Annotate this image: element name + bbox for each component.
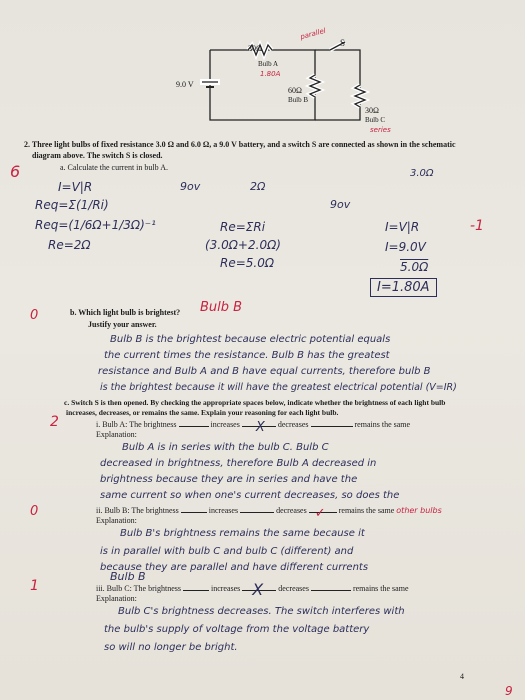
bulb-c-remains: remains the same xyxy=(352,584,409,593)
bulb-a-remains-blank[interactable] xyxy=(311,426,353,427)
bulb-b-remains: remains the same xyxy=(338,506,395,515)
req-line-2: Req=(1/6Ω+1/3Ω)⁻¹ xyxy=(35,218,156,232)
req-line-3: Re=2Ω xyxy=(48,238,91,252)
bulb-a-decreases: decreases xyxy=(277,420,309,429)
r-label: 2Ω xyxy=(250,180,266,193)
bulb-c-explanation-label: Explanation: xyxy=(96,594,137,603)
battery-left: 9ov xyxy=(180,180,201,193)
bulb-a-explanation-label: Explanation: xyxy=(96,430,137,439)
bulb-b-hw-1: Bulb B's brightness remains the same because it xyxy=(120,528,365,539)
bulb-a-increases: increases xyxy=(210,420,240,429)
bulb-c-x-mark: X xyxy=(252,580,264,599)
part-a-prompt: a. Calculate the current in bulb A. xyxy=(60,163,168,172)
final-answer-box: I=1.80A xyxy=(370,278,437,297)
ohm-law: I=V|R xyxy=(58,180,93,194)
part-b-hw-4: is the brightest because it will have the greatest electrical potential (V=IR) xyxy=(100,382,457,393)
bulb-b-hw-3: because they are parallel and have different currents xyxy=(100,562,369,573)
bulb-a-row-label: i. Bulb A: The brightness xyxy=(96,420,177,429)
part-b-answer: Bulb B xyxy=(200,300,243,315)
bulb-b-hw-2: is in parallel with bulb C and bulb C (different) and xyxy=(100,546,354,557)
part-c-line-2: increases, decreases, or remains the same. Explain your reasoning for each light bulb. xyxy=(66,408,339,417)
bulb-b-decreases: decreases xyxy=(276,506,307,515)
score-bulb-b: 0 xyxy=(30,504,39,519)
score-a: 6 xyxy=(10,162,21,181)
bulb-a-remains: remains the same xyxy=(354,420,411,429)
bulb-a-hw-2: decreased in brightness, therefore Bulb A decreased in xyxy=(100,458,377,469)
bulb-c-decreases: decreases xyxy=(278,584,309,593)
answer-line-2: I=9.0V xyxy=(385,240,426,254)
answer-line-3: 5.0Ω xyxy=(400,260,429,274)
bulb-c-hw-1: Bulb C's brightness decreases. The switch interferes with xyxy=(118,606,405,617)
bulb-a-decrease-blank[interactable] xyxy=(242,420,276,435)
current-annotation: 1.80A xyxy=(260,70,281,78)
bulb-c-row-label: iii. Bulb C: The brightness xyxy=(96,584,181,593)
battery-right: 9ov xyxy=(330,198,351,211)
answer-line-1: I=V|R xyxy=(385,220,420,234)
resistor-right-label: 30Ω xyxy=(365,106,379,115)
rsum-line-2: (3.0Ω+2.0Ω) xyxy=(205,238,281,252)
bulb-c-increases: increases xyxy=(210,584,241,593)
switch-label: S xyxy=(340,38,346,48)
req-line-1: Req=Σ(1/Ri) xyxy=(35,198,109,212)
score-b: 0 xyxy=(30,308,39,323)
question-line-2: diagram above. The switch S is closed. xyxy=(32,151,163,160)
part-b-hw-3: resistance and Bulb A and B have equal currents, therefore bulb B xyxy=(98,366,431,377)
question-text-1: Three light bulbs of fixed resistance 3.0 Ω and 6.0 Ω, a 9.0 V battery, and a switch S are connected as shown in the schematic xyxy=(31,140,456,149)
bulb-b-extra: other bulbs xyxy=(396,506,442,515)
bulb-a-label: Bulb A xyxy=(258,60,279,68)
part-b-hw-2: the current times the resistance. Bulb B has the greatest xyxy=(104,350,390,361)
bulb-b-increases: increases xyxy=(208,506,239,515)
resistor-mid-label: 60Ω xyxy=(288,86,302,95)
bulb-a-hw-1: Bulb A is in series with the bulb C. Bulb C xyxy=(122,442,329,453)
rsum-line-3: Re=5.0Ω xyxy=(220,256,275,270)
bulb-b-explanation-label: Explanation: xyxy=(96,516,137,525)
question-number: 2. xyxy=(24,140,30,149)
bulb-a-x-mark: X xyxy=(255,420,265,435)
bulb-a-hw-3: brightness because they are in series and have the xyxy=(100,474,358,485)
bulb-c-overwrite: Bulb B xyxy=(110,570,146,583)
bulb-c-hw-3: so will no longer be bright. xyxy=(104,642,238,653)
score-bulb-c: 1 xyxy=(30,578,39,594)
bulb-c-decrease-blank[interactable] xyxy=(242,580,276,599)
bulb-b-row-label: ii. Bulb B: The brightness xyxy=(96,506,179,515)
page-number: 4 xyxy=(460,672,464,681)
battery-label: 9.0 V xyxy=(176,80,194,89)
bulb-c-hw-2: the bulb's supply of voltage from the voltage battery xyxy=(104,624,370,635)
penalty-mark: -1 xyxy=(470,218,484,234)
parallel-annotation: parallel xyxy=(299,26,327,42)
justify-prompt: Justify your answer. xyxy=(88,320,157,329)
bulb-c-label: Bulb C xyxy=(365,116,386,124)
part-b-hw-1: Bulb B is the brightest because electric potential equals xyxy=(110,334,391,345)
rsum-line-1: Re=ΣRi xyxy=(220,220,266,234)
question-line-1 xyxy=(24,140,456,149)
bulb-b-label: Bulb B xyxy=(288,96,309,104)
part-b-prompt: b. Which light bulb is brightest? xyxy=(70,308,181,317)
series-annotation: series xyxy=(370,126,391,134)
bulb-a-increase-blank[interactable] xyxy=(179,426,209,427)
bulb-a-hw-4: same current so when one's current decreases, so does the xyxy=(100,490,400,501)
bulb-b-increase-blank[interactable] xyxy=(181,512,207,513)
resistor-top-label: 30Ω xyxy=(248,44,262,53)
bulb-c-remains-blank[interactable] xyxy=(311,590,351,591)
r-small: 3.0Ω xyxy=(410,168,434,179)
bulb-b-remains-blank[interactable]: ✓ xyxy=(309,512,337,513)
bulb-c-increase-blank[interactable] xyxy=(183,590,209,591)
score-c: 2 xyxy=(50,414,59,430)
corner-mark: 9 xyxy=(505,684,513,698)
bulb-b-decrease-blank[interactable] xyxy=(240,512,274,513)
part-c-line-1: c. Switch S is then opened. By checking the appropriate spaces below, indicate whether the brightness of each light bulb xyxy=(64,398,446,407)
